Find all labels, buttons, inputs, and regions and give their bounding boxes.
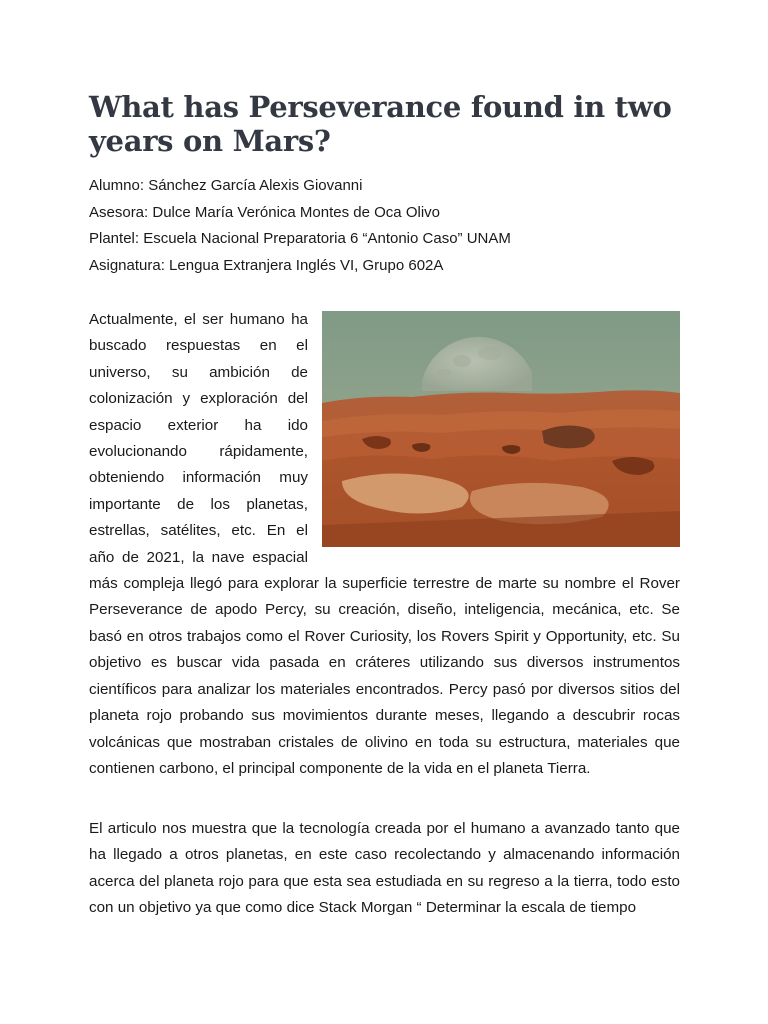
meta-advisor: Asesora: Dulce María Verónica Montes de Oca Olivo xyxy=(89,203,440,221)
mars-landscape-image xyxy=(322,311,680,547)
paragraph-2-line: ha llegado a otros planetas, en este caso recolectando y almacenando información xyxy=(89,846,680,864)
paragraph-2-line: acerca del planeta rojo para que esta sea estudiada en su regreso a la tierra, todo esto xyxy=(89,872,680,890)
paragraph-2 xyxy=(89,816,680,922)
article-meta xyxy=(89,175,511,282)
paragraph-2-line: El articulo nos muestra que la tecnología creada por el humano a avanzado tanto que xyxy=(89,820,680,837)
meta-subject: Asignatura: Lengua Extranjera Inglés VI, Grupo 602A xyxy=(89,257,444,275)
meta-student: Alumno: Sánchez García Alexis Giovanni xyxy=(89,177,363,194)
article-title: What has Perseverance found in two years on Mars? xyxy=(89,90,672,158)
paragraph-1-text: Actualmente, el ser humano ha buscado respuestas en el universo, su ambición de colonización y exploración del espacio exterior ha ido evolucionando rápidamente, obteniendo información muy importante de los planetas, estrellas, satélites, etc. En el año de 2021, la nave espacial más compleja llegó para explorar la superficie terrestre de marte su nombre el Rover Perseverance de apodo Percy, su creación, diseño, inteligencia, mecánica, etc. Se basó en otros trabajos como el Rover Curiosity, los Rovers Spirit y Opportunity, etc. Su objetivo es buscar vida pasada en cráteres utilizando sus diversos instrumentos científicos para analizar los materiales encontrados. Percy pasó por diversos sitios del planeta rojo probando sus movimientos durante meses, llegando a descubrir rocas volcánicas que mostraban cristales de olivino en toda su estructura, materiales que contienen carbono, el principal componente de la vida en el planeta Tierra. xyxy=(89,311,680,777)
paragraph-1 xyxy=(89,307,680,782)
paragraph-2-line: con un objetivo ya que como dice Stack Morgan “ Determinar la escala de tiempo xyxy=(89,899,637,917)
meta-school: Plantel: Escuela Nacional Preparatoria 6 “Antonio Caso” UNAM xyxy=(89,230,511,248)
